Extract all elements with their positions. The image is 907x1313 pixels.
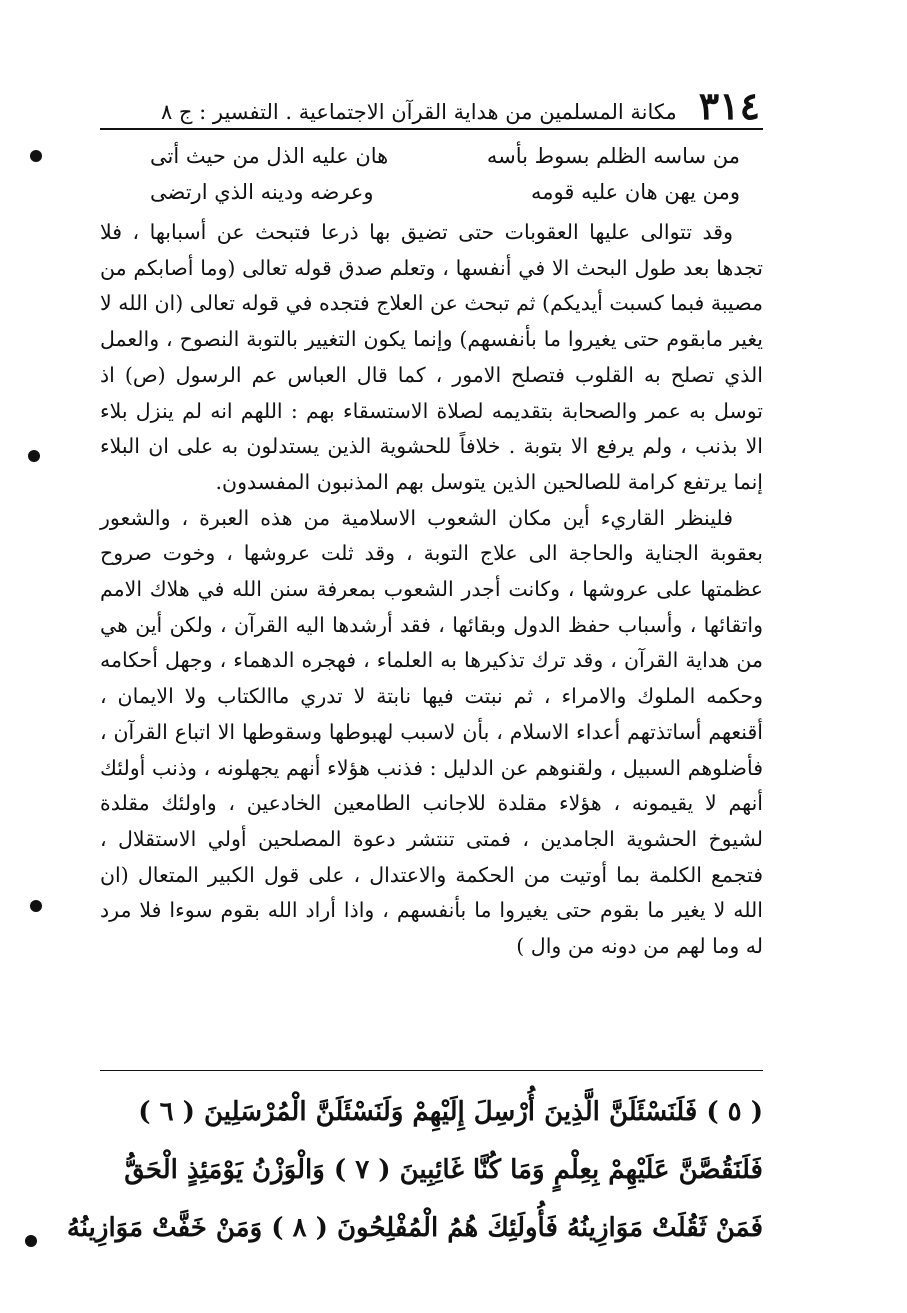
paragraph: وقد تتوالى عليها العقوبات حتى تضيق بها ذرعا فتبحث عن أسبابها ، فلا تجدها بعد طول البحث الا في أنفسها ، وتعلم صدق قوله تعالى (وما أصابكم من مصيبة فبما كسبت أيديكم) ثم تبحث عن العلاج فتجده في قوله تعالى (ان الله لا يغير مابقوم حتى يغيروا ما بأنفسهم) وإنما يكون التغيير بالتوبة النصوح ، والعمل الذي تصلح به القلوب فتصلح الامور ، كما قال العباس عم الرسول (ص) اذ توسل به عمر والصحابة بتقديمه لصلاة الاستسقاء بهم : اللهم انه لم ينزل بلاء الا بذنب ، ولم يرفع الا بتوبة . خلافاً للحشوية الذين يستدلون به على ان البلاء إنما يرتفع كرامة للصالحين الذين يتوسل بهم المذنبون المفسدون.	[100, 220, 763, 494]
body-text	[100, 215, 763, 965]
quran-verses	[66, 1083, 763, 1257]
poem-verse	[150, 174, 760, 210]
running-title: مكانة المسلمين من هداية القرآن الاجتماعية . التفسير : ج ٨	[160, 100, 677, 124]
poem-verse	[150, 138, 760, 174]
poem	[150, 138, 760, 210]
binding-hole-mark	[28, 450, 40, 462]
verse-first-hemistich: ومن يهن هان عليه قومه	[531, 180, 740, 204]
quran-line: فَمَنْ ثَقُلَتْ مَوَازِينُهُ فَأُولَئِكَ هُمُ الْمُفْلِحُونَ ( ٨ ) وَمَنْ خَفَّتْ مَوَازِينُهُ	[66, 1213, 763, 1243]
page-header	[100, 80, 760, 126]
section-rule	[100, 1070, 763, 1071]
binding-hole-mark	[25, 1235, 37, 1247]
binding-hole-mark	[30, 900, 42, 912]
verse-second-hemistich: وعرضه ودينه الذي ارتضى	[150, 180, 374, 204]
paragraph: فلينظر القاريء أين مكان الشعوب الاسلامية من هذه العبرة ، والشعور بعقوبة الجناية والحاجة الى علاج التوبة ، وقد ثلت عروشها ، وخوت صروح عظمتها على عروشها ، وكانت أجدر الشعوب بمعرفة سنن الله في هلاك الامم واتقائها ، وأسباب حفظ الدول وبقائها ، فقد أرشدها اليه القرآن ، ولكن أين هي من هداية القرآن ، وقد ترك تذكيرها به العلماء ، فهجره الدهماء ، وجهل أحكامه وحكمه الملوك والامراء ، ثم نبتت فيها نابتة لا تدري ماالكتاب ولا الايمان ، أقنعهم أساتذتهم أعداء الاسلام ، بأن لاسبب لهبوطها وسقوطها الا اتباع القرآن ، فأضلوهم السبيل ، ولقنوهم عن الدليل : فذنب هؤلاء أنهم يجهلونه ، وذنب أولئك أنهم لا يقيمونه ، هؤلاء مقلدة للاجانب الطامعين الخادعين ، واولئك مقلدة لشيوخ الحشوية الجامدين ، فمتى تنتشر دعوة المصلحين أولي الاستقلال ، فتجمع الكلمة بما أوتيت من الحكمة والاعتدال ، على قول الكبير المتعال (ان الله لا يغير ما بقوم حتى يغيروا ما بأنفسهم ، واذا أراد الله بقوم سوءا فلا مرد له وما لهم من دونه من وال )	[100, 505, 763, 959]
quran-line: فَلَنَقُصَّنَّ عَلَيْهِمْ بِعِلْمٍ وَمَا كُنَّا غَائِبِينَ ( ٧ ) وَالْوَزْنُ يَوْمَئِذٍ الْحَقُّ	[124, 1155, 763, 1185]
verse-first-hemistich: من ساسه الظلم بسوط بأسه	[486, 144, 740, 168]
quran-line: ( ٥ ) فَلَنَسْئَلَنَّ الَّذِينَ أُرْسِلَ إِلَيْهِمْ وَلَنَسْئَلَنَّ الْمُرْسَلِينَ ( ٦ )	[138, 1097, 763, 1127]
page-number: ٣١٤	[698, 83, 760, 128]
verse-second-hemistich: هان عليه الذل من حيث أتى	[150, 144, 389, 168]
binding-hole-mark	[30, 150, 42, 162]
header-rule	[100, 128, 763, 130]
